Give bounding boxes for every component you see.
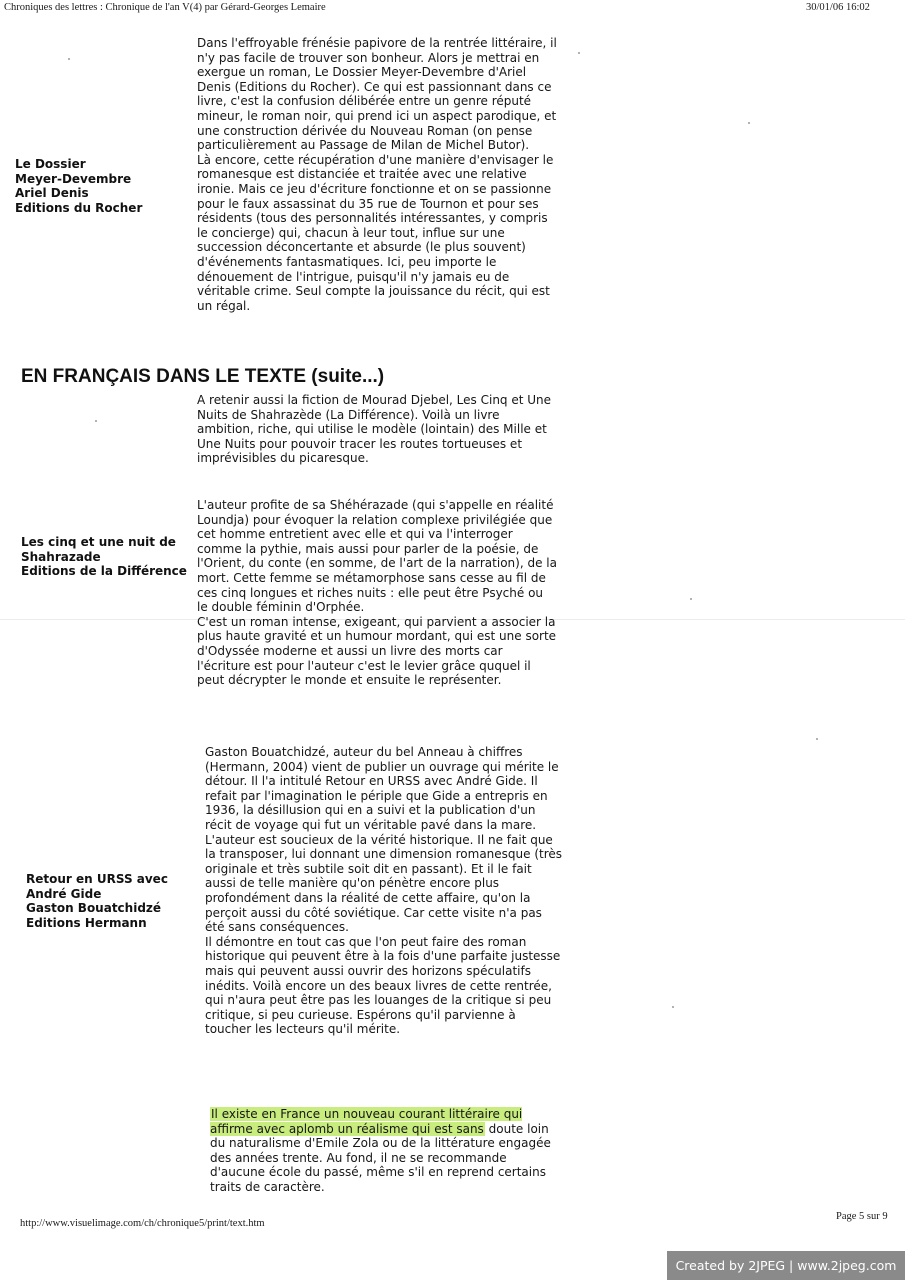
review-paragraph: L'auteur profite de sa Shéhérazade (qui s'appelle en réalité Loundja) pour évoquer la relation complexe privilégiée que cet homme entretient avec elle et qui va l'interroger comme la pythie, mais aussi pour parler de la poésie, de l'Orient, du conte (en somme, de l'art de la narration), de la mort. Cette femme se métamorphose sans cesse au fil de ces cinq longues et riches nuits : elle peut être Psyché ou le double féminin d'Orphée.: [197, 498, 557, 615]
review-paragraph: Il démontre en tout cas que l'on peut faire des roman historique qui peuvent être à la fois d'une parfaite justesse mais qui peuvent aussi ouvrir des horizons spéculatifs inédits. Voilà encore un des beaux livres de cette rentrée, qui n'aura peut être pas les louanges de la critique si peu critique, si peu curieuse. Espérons qu'il parvienne à toucher les lecteurs qu'il mérite.: [205, 934, 561, 1037]
highlighted-text: Il existe en France un nouveau courant littéraire qui affirme avec aplomb un réalisme qui est sans: [210, 1107, 523, 1136]
footer-url: http://www.visuelimage.com/ch/chronique5/print/text.htm: [20, 1218, 265, 1229]
review-text: doute loin du naturalisme d'Emile Zola ou de la littérature engagée des années trente. Au fond, il ne se recommande d'aucune école du passé, même s'il en reprend certains traits de caractère.: [210, 1121, 551, 1194]
book-title-line: Meyer-Devembre: [15, 171, 132, 186]
review-paragraph: A retenir aussi la fiction de Mourad Djebel, Les Cinq et Une Nuits de Shahrazède (La Différence). Voilà un livre ambition, riche, qui utilise le modèle (lointain) des Mille et Une Nuits pour pouvoir tracer les routes tortueuses et imprévisibles du picaresque.: [197, 393, 552, 466]
review-paragraph: Là encore, cette récupération d'une manière d'envisager le romanesque est distanciée et traitée avec une relative ironie. Mais ce jeu d'écriture fonctionne et on se passionne pour le faux assassinat du 35 rue de Tournon et pour ses résidents (tous des personnalités intéressantes, y compris le concierge) qui, chacun à leur tout, influe sur une succession déconcertante et absurde (le plus souvent) d'événements fantasmatiques. Ici, peu importe le dénouement de l'intrigue, puisqu'il n'y jamais eu de véritable crime. Seul compte la jouissance du récit, qui est un régal.: [197, 152, 554, 313]
book-title-line: Shahrazade: [21, 549, 101, 564]
review-cinq-et-une-nuit-cont: [197, 498, 557, 688]
book-info-retour-en-urss: [26, 872, 168, 930]
book-author: Gaston Bouatchidzé: [26, 901, 162, 915]
header-datetime: 30/01/06 16:02: [806, 2, 870, 13]
book-publisher: Editions de la Différence: [21, 564, 187, 578]
review-nouveau-courant: [210, 1107, 560, 1195]
review-retour-en-urss: [205, 745, 565, 1037]
scan-speck: [95, 420, 97, 422]
book-info-cinq-et-une-nuit: [21, 535, 187, 579]
book-title-line: Les cinq et une nuit de: [21, 535, 176, 549]
page-number: Page 5 sur 9: [836, 1211, 888, 1222]
scan-speck: [748, 122, 750, 124]
scan-speck: [578, 52, 580, 54]
review-paragraph: Dans l'effroyable frénésie papivore de la rentrée littéraire, il n'y pas facile de trouver son bonheur. Alors je mettrai en exergue un roman, Le Dossier Meyer-Devembre d'Ariel Denis (Editions du Rocher). Ce qui est passionnant dans ce livre, c'est la confusion délibérée entre un genre réputé mineur, le roman noir, qui prend ici un aspect parodique, et une construction dérivée du Nouveau Roman (on pense particulièrement au Passage de Milan de Michel Butor).: [197, 36, 557, 153]
header-title: Chroniques des lettres : Chronique de l'an V(4) par Gérard-Georges Lemaire: [4, 2, 326, 13]
scan-speck: [672, 1006, 674, 1008]
review-cinq-et-une-nuit: [197, 393, 557, 466]
scan-speck: [816, 738, 818, 740]
review-paragraph: C'est un roman intense, exigeant, qui parvient a associer la plus haute gravité et un humour mordant, qui est une sorte d'Odyssée moderne et aussi un livre des morts car l'écriture est pour l'auteur c'est le levier grâce ququel il peut décrypter le monde et ensuite le représenter.: [197, 614, 557, 688]
book-title-line: Le Dossier: [15, 157, 86, 171]
book-info-dossier-meyer-devembre: [15, 157, 142, 215]
watermark: Created by 2JPEG | www.2jpeg.com: [667, 1251, 905, 1280]
review-dossier-meyer-devembre: [197, 36, 557, 313]
section-heading: EN FRANÇAIS DANS LE TEXTE (suite...): [21, 366, 385, 387]
review-paragraph: Gaston Bouatchidzé, auteur du bel Anneau à chiffres (Hermann, 2004) vient de publier un ouvrage qui mérite le détour. Il l'a intitulé Retour en URSS avec André Gide. Il refait par l'imagination le périple que Gide a entrepris en 1936, la désillusion qui en a suivi et la publication d'un récit de voyage qui fut un véritable pavé dans la mare. L'auteur est soucieux de la vérité historique. Il ne fait que la transposer, lui donnant une dimension romanesque (très originale et très subtile soit dit en passant). Et il le fait aussi de telle manière qu'on pénètre encore plus profondément dans la réalité de cette affaire, qu'on la perçoit aussi du côté soviétique. Car cette visite n'a pas été sans conséquences.: [205, 745, 563, 935]
book-title-line: Retour en URSS avec: [26, 872, 168, 886]
review-paragraph: [210, 1107, 560, 1195]
book-publisher: Editions Hermann: [26, 915, 147, 930]
book-author: Ariel Denis: [15, 186, 89, 200]
book-publisher: Editions du Rocher: [15, 200, 143, 215]
scan-speck: [690, 598, 692, 600]
scan-speck: [68, 58, 70, 60]
book-title-line: André Gide: [26, 886, 102, 901]
